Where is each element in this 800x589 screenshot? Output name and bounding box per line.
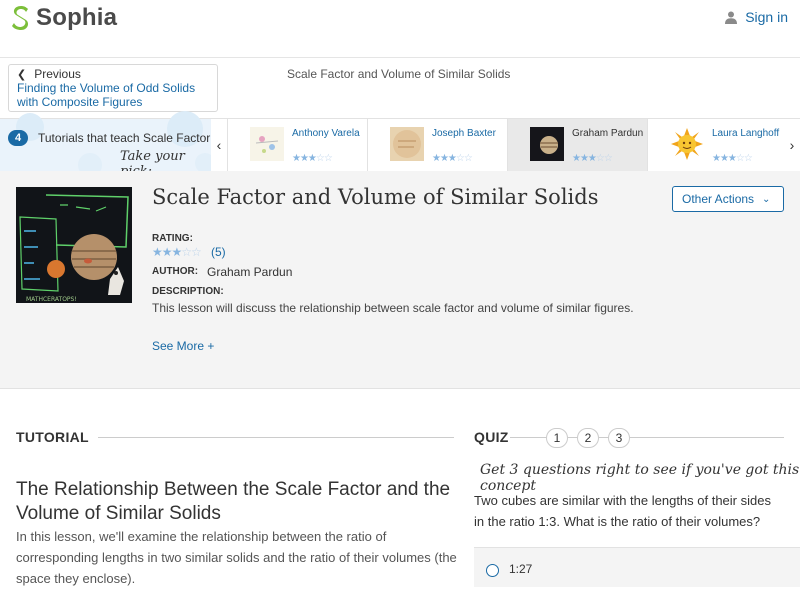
description-label: DESCRIPTION:: [152, 286, 224, 297]
chevron-right-icon: ›: [789, 137, 795, 153]
tutor-name: Joseph Baxter: [432, 128, 496, 139]
previous-tutorial-card[interactable]: [8, 64, 218, 112]
page-subtitle: Scale Factor and Volume of Similar Solids: [287, 67, 511, 81]
tutor-name: Graham Pardun: [572, 128, 644, 139]
author-name: Graham Pardun: [207, 265, 293, 279]
quiz-question: Two cubes are similar with the lengths of their sides in the ratio 1:3. What is the ratio of their volumes?: [474, 493, 771, 529]
quiz-option[interactable]: [474, 547, 800, 587]
rating-count[interactable]: (5): [211, 245, 226, 259]
previous-link[interactable]: Finding the Volume of Odd Solids with Composite Figures: [17, 81, 196, 109]
quiz-option-label: 1:27: [509, 562, 533, 576]
see-more-link[interactable]: See More +: [152, 339, 215, 353]
lesson-title: Scale Factor and Volume of Similar Solids: [152, 185, 599, 209]
user-icon: [725, 11, 737, 24]
site-header: [0, 0, 800, 58]
sign-in-link[interactable]: [725, 9, 788, 25]
tutor-name: Laura Langhoff: [712, 128, 780, 139]
tutorials-label: Tutorials that teach Scale Factor: [38, 131, 211, 145]
carousel-prev-button[interactable]: [211, 119, 227, 171]
tutorial-count-badge: 4: [8, 130, 28, 146]
avatar: [250, 127, 284, 161]
tutorial-section-label: TUTORIAL: [16, 429, 89, 445]
avatar: [390, 127, 424, 161]
sophia-logo-icon: [10, 5, 32, 31]
radio-button[interactable]: [486, 564, 499, 577]
avatar: [670, 127, 704, 161]
lesson-description: This lesson will discuss the relationship between scale factor and volume of similar figures.: [152, 301, 634, 315]
tutorial-option-joseph-baxter[interactable]: [367, 119, 507, 171]
sign-in-label: Sign in: [745, 9, 788, 25]
quiz-step-2[interactable]: 2: [577, 428, 599, 448]
author-label: AUTHOR:: [152, 266, 199, 277]
quiz-section-label: QUIZ: [474, 429, 509, 445]
lesson-thumbnail[interactable]: [16, 187, 132, 303]
avatar: [530, 127, 564, 161]
chevron-left-icon: ‹: [216, 137, 222, 153]
other-actions-button[interactable]: [672, 186, 784, 212]
sophia-logo[interactable]: [10, 4, 117, 32]
other-actions-label: Other Actions: [682, 192, 755, 206]
carousel-next-button[interactable]: [784, 119, 800, 171]
divider: [98, 437, 454, 438]
star-rating: ★★★☆☆: [572, 153, 612, 164]
tutorial-option-graham-pardun[interactable]: [507, 119, 647, 171]
lesson-info-panel: [0, 171, 800, 389]
previous-header: [17, 67, 209, 81]
rating-stars[interactable]: ★★★☆☆: [152, 245, 201, 259]
divider: [510, 437, 546, 438]
tutorials-carousel: [0, 118, 800, 170]
tutorial-body: In this lesson, we'll examine the relationship between the ratio of corresponding lengths in two similar solids and the ratio of their volumes (the space they enclose).: [16, 529, 457, 586]
thumbnail-caption: MATHCERATOPS!: [26, 296, 77, 303]
star-rating: ★★★☆☆: [712, 153, 752, 164]
take-your-pick-label: Take your: [120, 149, 185, 164]
star-rating: ★★★☆☆: [292, 153, 332, 164]
brand-name: Sophia: [36, 4, 118, 31]
divider: [630, 437, 784, 438]
rating-label: RATING:: [152, 233, 193, 244]
quiz-step-3[interactable]: 3: [608, 428, 630, 448]
tutorial-option-anthony-varela[interactable]: [227, 119, 367, 171]
tutorial-heading: The Relationship Between the Scale Factor and the Volume of Similar Solids: [16, 479, 451, 524]
quiz-step-1[interactable]: 1: [546, 428, 568, 448]
previous-label: Previous: [34, 67, 81, 81]
tutorial-option-laura-langhoff[interactable]: [647, 119, 784, 171]
quiz-hint: Get 3 questions right to see if you've got this concept: [480, 462, 800, 494]
tutor-name: Anthony Varela: [292, 128, 360, 139]
chevron-left-icon: ❮: [17, 68, 27, 81]
star-rating: ★★★☆☆: [432, 153, 472, 164]
chevron-down-icon: ⌄: [762, 193, 771, 205]
lesson-thumbnail-image: [16, 187, 132, 303]
tutorials-intro: [0, 119, 211, 171]
